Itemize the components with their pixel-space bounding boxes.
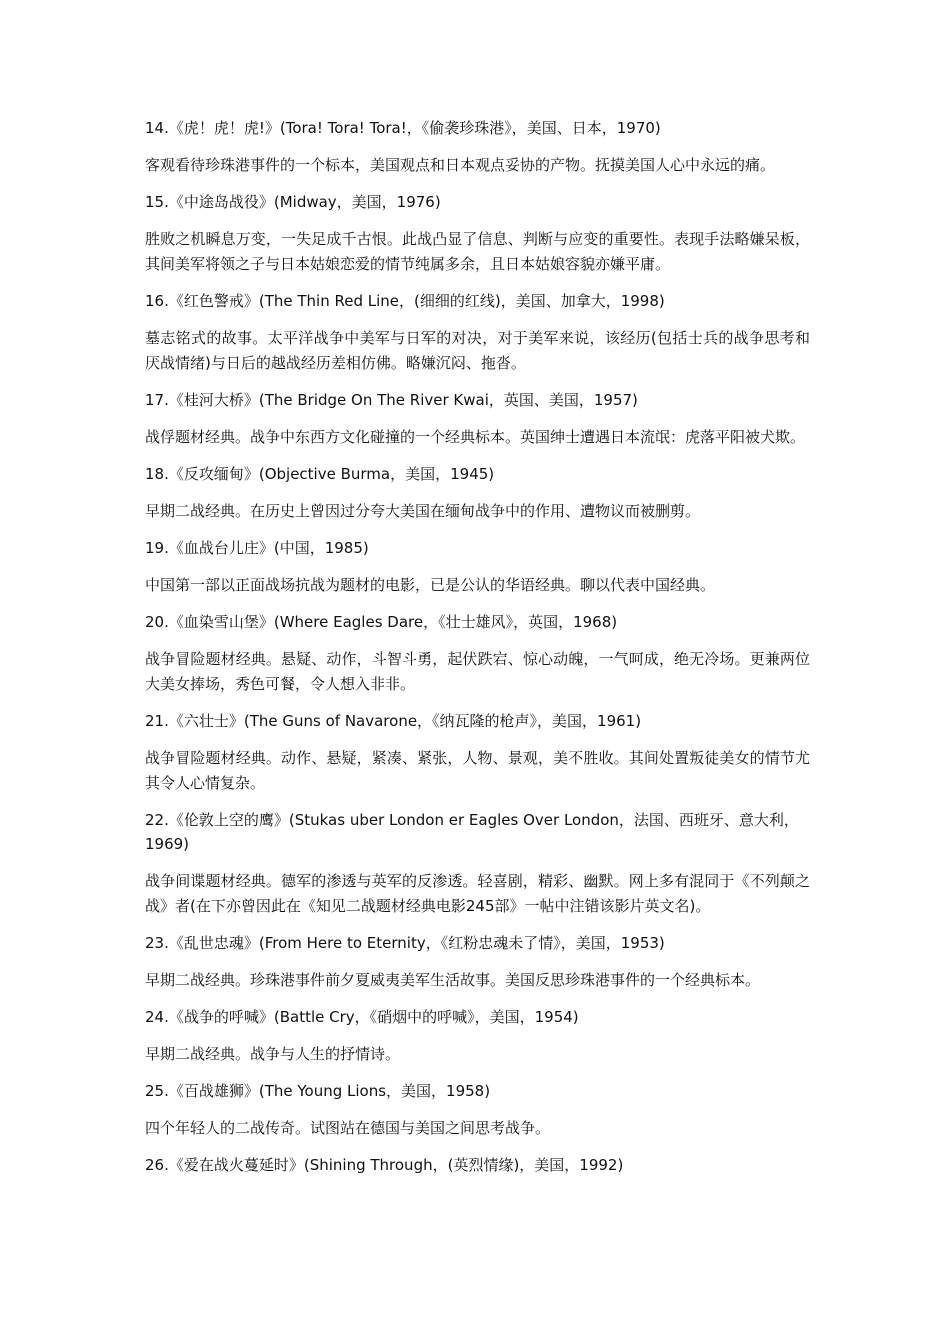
film-entry-description: 战争冒险题材经典。悬疑、动作，斗智斗勇，起伏跌宕、惊心动魄，一气呵成，绝无冷场。更兼两位大美女捧场，秀色可餐，令人想入非非。 [145,650,810,693]
film-entry-description: 战俘题材经典。战争中东西方文化碰撞的一个经典标本。英国绅士遭遇日本流氓：虎落平阳被犬欺。 [145,428,806,446]
film-entry-description: 四个年轻人的二战传奇。试图站在德国与美国之间思考战争。 [145,1119,551,1137]
film-entry-description: 早期二战经典。在历史上曾因过分夸大美国在缅甸战争中的作用、遭物议而被删剪。 [145,502,701,520]
film-entry-description: 胜败之机瞬息万变，一失足成千古恨。此战凸显了信息、判断与应变的重要性。表现手法略嫌呆板，其间美军将领之子与日本姑娘恋爱的情节纯属多余，且日本姑娘容貌亦嫌平庸。 [145,230,810,273]
film-entry-title: 23.《乱世忠魂》(From Here to Eternity，《红粉忠魂未了情》，美国，1953) [145,934,665,952]
film-entry-description: 墓志铭式的故事。太平洋战争中美军与日军的对决，对于美军来说，该经历(包括士兵的战争思考和厌战情绪)与日后的越战经历差相仿佛。略嫌沉闷、拖沓。 [145,329,810,372]
film-entry-title: 19.《血战台儿庄》(中国，1985) [145,539,369,557]
film-entry-title: 26.《爱在战火蔓延时》(Shining Through，(英烈情缘)，美国，1992) [145,1156,624,1174]
film-entry-title: 21.《六壮士》(The Guns of Navarone，《纳瓦隆的枪声》，美国，1961) [145,712,642,730]
film-entry-description: 中国第一部以正面战场抗战为题材的电影，已是公认的华语经典。聊以代表中国经典。 [145,576,716,594]
film-entry-title: 25.《百战雄狮》(The Young Lions，美国，1958) [145,1082,491,1100]
film-entry-title: 20.《血染雪山堡》(Where Eagles Dare，《壮士雄风》，英国，1968) [145,613,618,631]
film-entry-title: 16.《红色警戒》(The Thin Red Line，(细细的红线)，美国、加拿大，1998) [145,292,665,310]
film-entry-description: 战争冒险题材经典。动作、悬疑，紧凑、紧张，人物、景观，美不胜收。其间处置叛徒美女的情节尤其令人心情复杂。 [145,749,810,792]
film-entry-title: 15.《中途岛战役》(Midway，美国，1976) [145,193,441,211]
film-entry-title: 18.《反攻缅甸》(Objective Burma，美国，1945) [145,465,495,483]
film-entry-description: 战争间谍题材经典。德军的渗透与英军的反渗透。轻喜剧，精彩、幽默。网上多有混同于《不列颠之战》者(在下亦曾因此在《知见二战题材经典电影245部》一帖中注错该影片英文名)。 [145,872,810,915]
film-entry-title: 14.《虎！虎！虎!》(Tora! Tora! Tora!，《偷袭珍珠港》，美国、日本，1970) [145,119,661,137]
film-list [145,116,810,1190]
film-entry-description: 早期二战经典。战争与人生的抒情诗。 [145,1045,401,1063]
film-entry-title: 22.《伦敦上空的鹰》(Stukas uber London er Eagles Over London，法国、西班牙、意大利，1969) [145,811,799,853]
film-entry-description: 客观看待珍珠港事件的一个标本，美国观点和日本观点妥协的产物。抚摸美国人心中永远的痛。 [145,156,776,174]
film-entry-description: 早期二战经典。珍珠港事件前夕夏威夷美军生活故事。美国反思珍珠港事件的一个经典标本。 [145,971,761,989]
film-entry-title: 17.《桂河大桥》(The Bridge On The River Kwai，英国、美国，1957) [145,391,638,409]
film-entry-title: 24.《战争的呼喊》(Battle Cry，《硝烟中的呼喊》，美国，1954) [145,1008,579,1026]
